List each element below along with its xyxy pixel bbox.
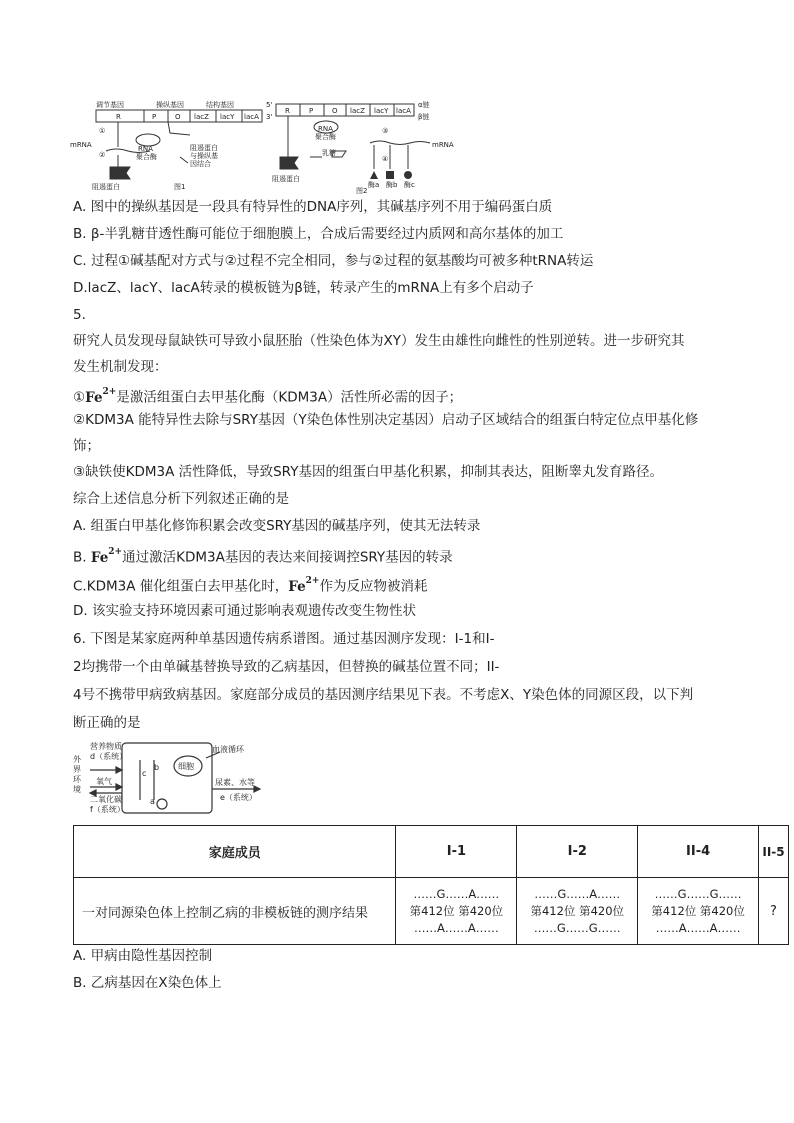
svg-text:3': 3': [266, 113, 273, 121]
body-systems-figure: [70, 740, 280, 820]
cell-ii5: ?: [759, 878, 789, 945]
row-label: 一对同源染色体上控制乙病的非模板链的测序结果: [74, 878, 396, 945]
svg-text:尿素、水等: 尿素、水等: [215, 778, 255, 787]
svg-text:④: ④: [382, 155, 389, 163]
svg-text:lacZ: lacZ: [194, 113, 209, 121]
point1-marker: ①: [73, 389, 86, 406]
q6-stem-line2: 2均携带一个由单碱基替换导致的乙病基因，但替换的碱基位置不同；II-: [73, 659, 500, 675]
q5-number: 5.: [73, 307, 86, 323]
svg-text:细胞: 细胞: [178, 762, 194, 771]
q5-point1: [73, 384, 462, 408]
svg-text:二氧化碳: 二氧化碳: [90, 795, 122, 804]
q6-option-b: B. 乙病基因在X染色体上: [73, 975, 222, 991]
svg-text:RNA: RNA: [318, 125, 333, 133]
header-ii4: II-4: [638, 826, 759, 878]
svg-text:调节基因: 调节基因: [96, 101, 124, 109]
svg-text:P: P: [309, 107, 314, 115]
svg-text:血液循环: 血液循环: [212, 745, 244, 754]
q5-stem-line2: 发生机制发现：: [73, 359, 168, 375]
q5-option-b: B. $Fe^{2+}$通过激活KDM3A基因的表达来间接调控SRY基因的转录: [73, 547, 453, 566]
svg-text:lacA: lacA: [396, 107, 411, 115]
lac-operon-figure: [70, 95, 470, 195]
svg-text:①: ①: [99, 127, 106, 135]
q5-option-d: D. 该实验支持环境因素可通过影响表观遗传改变生物性状: [73, 603, 416, 619]
svg-text:mRNA: mRNA: [432, 141, 454, 149]
svg-text:P: P: [152, 113, 157, 121]
q6-stem-line4: 断正确的是: [73, 715, 141, 731]
q5-point2-line2: 饰；: [73, 438, 100, 454]
svg-text:e（系统）: e（系统）: [220, 793, 257, 802]
svg-text:O: O: [332, 107, 338, 115]
svg-text:与操纵基: 与操纵基: [190, 152, 218, 160]
header-member: 家庭成员: [74, 826, 396, 878]
cell-i2: ……G……A…… 第412位 第420位 ……G……G……: [517, 878, 638, 945]
svg-text:f（系统）: f（系统）: [90, 805, 125, 814]
svg-text:lacA: lacA: [244, 113, 259, 121]
q4-option-a: A. 图中的操纵基因是一段具有特异性的DNA序列，其碱基序列不用于编码蛋白质: [73, 199, 553, 215]
header-i1: I-1: [396, 826, 517, 878]
q6-stem-line1: 6. 下图是某家庭两种单基因遗传病系谱图。通过基因测序发现：I-1和I-: [73, 631, 495, 647]
q5-option-c: C.KDM3A 催化组蛋白去甲基化时，$Fe^{2+}$作为反应物被消耗: [73, 576, 428, 595]
svg-text:氧气: 氧气: [96, 777, 112, 786]
fe-ion: $Fe^{2+}$: [85, 387, 117, 406]
svg-text:lacZ: lacZ: [350, 107, 365, 115]
table-row: [74, 878, 789, 945]
svg-text:c: c: [142, 769, 147, 778]
header-ii5: II-5: [759, 826, 789, 878]
svg-text:②: ②: [99, 151, 106, 159]
sequencing-table: [73, 825, 789, 945]
cell-ii4: ……G……G…… 第412位 第420位 ……A……A……: [638, 878, 759, 945]
svg-text:5': 5': [266, 101, 273, 109]
svg-text:α链: α链: [418, 101, 430, 109]
svg-text:a: a: [150, 797, 155, 806]
svg-text:因结合: 因结合: [190, 160, 211, 168]
svg-text:阻遏蛋白: 阻遏蛋白: [272, 175, 300, 183]
q4-option-c: C. 过程①碱基配对方式与②过程不完全相同，参与②过程的氨基酸均可被多种tRNA转运: [73, 253, 594, 269]
svg-text:境: 境: [73, 785, 81, 794]
q5-point3: ③缺铁使KDM3A 活性降低，导致SRY基因的组蛋白甲基化积累，抑制其表达，阻断睾丸发育路径。: [73, 464, 663, 480]
svg-text:营养物质: 营养物质: [90, 742, 122, 751]
svg-text:③: ③: [382, 127, 389, 135]
svg-text:界: 界: [73, 765, 81, 774]
point1-text: 是激活组蛋白去甲基化酶（KDM3A）活性所必需的因子；: [116, 389, 463, 406]
svg-text:外: 外: [73, 755, 81, 764]
svg-text:酶b: 酶b: [386, 181, 398, 189]
svg-text:阻遏蛋白: 阻遏蛋白: [190, 144, 218, 152]
svg-text:酶a: 酶a: [368, 181, 380, 189]
svg-text:O: O: [175, 113, 181, 121]
svg-text:乳糖: 乳糖: [322, 149, 336, 157]
q4-option-b: B. β-半乳糖苷透性酶可能位于细胞膜上，合成后需要经过内质网和高尔基体的加工: [73, 226, 564, 242]
svg-text:lacY: lacY: [374, 107, 389, 115]
svg-text:β链: β链: [418, 113, 430, 121]
table-header-row: [74, 826, 789, 878]
svg-text:R: R: [285, 107, 290, 115]
svg-text:图1: 图1: [174, 183, 186, 191]
svg-text:b: b: [154, 763, 160, 772]
q5-option-a: A. 组蛋白甲基化修饰积累会改变SRY基因的碱基序列，使其无法转录: [73, 518, 481, 534]
q5-question: 综合上述信息分析下列叙述正确的是: [73, 491, 289, 507]
svg-text:阻遏蛋白: 阻遏蛋白: [92, 183, 120, 191]
svg-text:结构基因: 结构基因: [206, 101, 234, 109]
q6-option-a: A. 甲病由隐性基因控制: [73, 948, 213, 964]
q5-stem-line1: 研究人员发现母鼠缺铁可导致小鼠胚胎（性染色体为XY）发生由雄性向雌性的性别逆转。进一步研究其: [73, 333, 685, 349]
svg-text:聚合酶: 聚合酶: [136, 153, 157, 161]
q6-stem-line3: 4号不携带甲病致病基因。家庭部分成员的基因测序结果见下表。不考虑X、Y染色体的同源区段，以下判: [73, 687, 694, 703]
q4-option-d: D.lacZ、lacY、lacA转录的模板链为β链，转录产生的mRNA上有多个启动子: [73, 280, 534, 296]
q5-point2-line1: ②KDM3A 能特异性去除与SRY基因（Y染色体性别决定基因）启动子区域结合的组蛋白特定位点甲基化修: [73, 412, 699, 428]
svg-text:d（系统）: d（系统）: [90, 752, 128, 761]
svg-text:R: R: [116, 113, 121, 121]
fe-ion: $Fe^{2+}$: [288, 576, 320, 595]
header-i2: I-2: [517, 826, 638, 878]
svg-text:聚合酶: 聚合酶: [315, 133, 336, 141]
svg-text:操纵基因: 操纵基因: [156, 101, 184, 109]
svg-text:mRNA: mRNA: [70, 141, 92, 149]
svg-text:酶c: 酶c: [404, 181, 415, 189]
svg-text:环: 环: [73, 775, 81, 784]
fe-ion: $Fe^{2+}$: [90, 547, 123, 566]
cell-i1: ……G……A…… 第412位 第420位 ……A……A……: [396, 878, 517, 945]
svg-text:RNA: RNA: [138, 145, 153, 153]
svg-text:图2: 图2: [356, 187, 368, 195]
svg-text:lacY: lacY: [220, 113, 235, 121]
